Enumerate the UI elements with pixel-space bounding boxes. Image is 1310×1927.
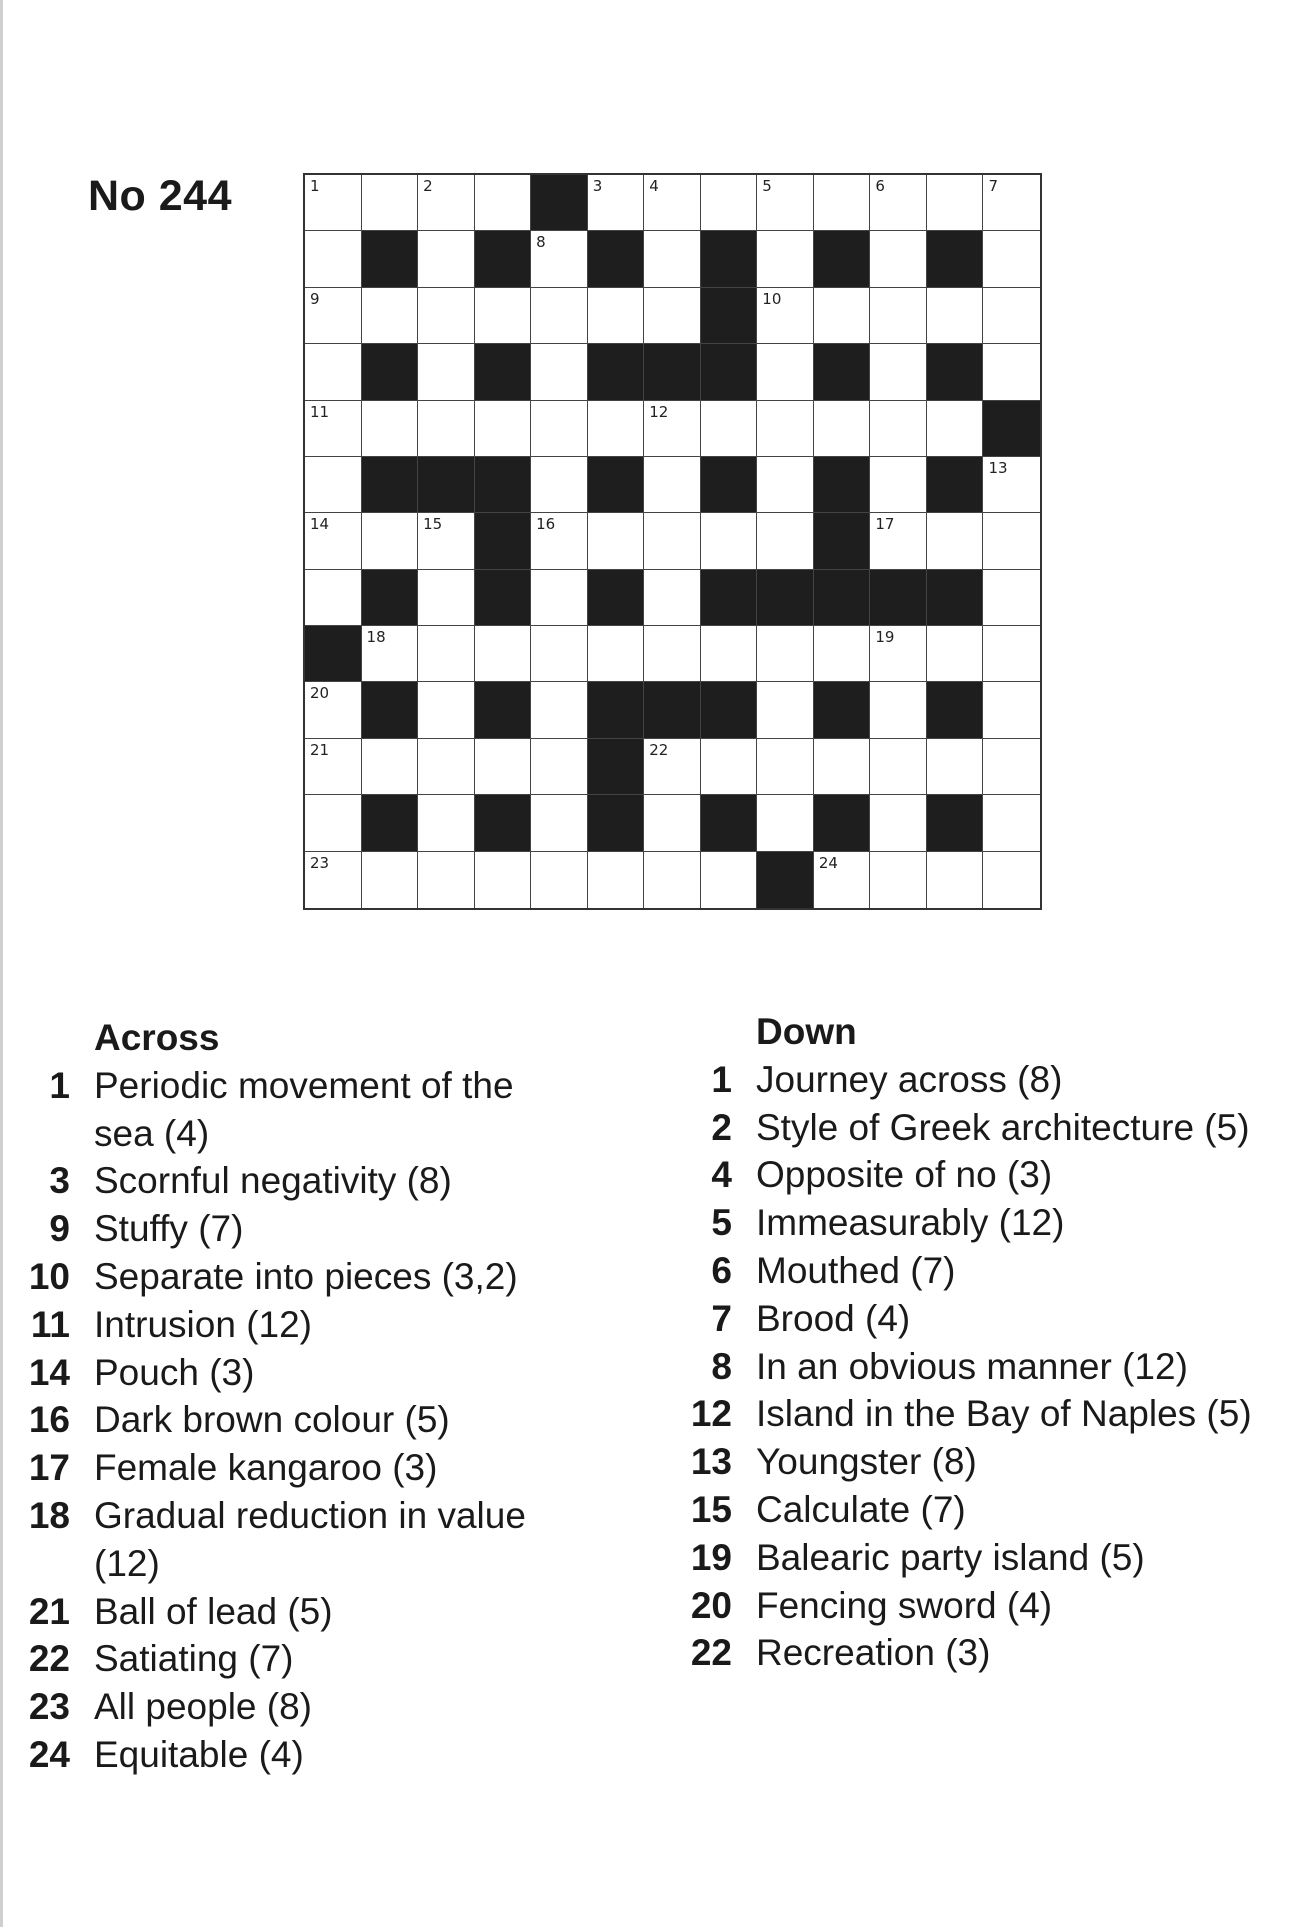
- grid-cell[interactable]: [588, 175, 645, 231]
- black-square: [701, 570, 758, 626]
- clue-number-label: 11: [310, 402, 330, 421]
- black-square: [418, 457, 475, 513]
- clue-number-label: 4: [649, 177, 659, 195]
- black-square: [362, 795, 419, 851]
- grid-cell[interactable]: [757, 175, 814, 231]
- black-square: [362, 457, 419, 513]
- clue-text: Pouch (3): [94, 1351, 255, 1393]
- grid-cell[interactable]: [418, 739, 475, 795]
- clue-text: Opposite of no (3): [756, 1154, 1053, 1196]
- grid-cell[interactable]: [927, 288, 984, 344]
- down-clue[interactable]: [680, 1343, 1310, 1391]
- grid-cell[interactable]: [870, 795, 927, 851]
- grid-cell[interactable]: [475, 739, 532, 795]
- grid-cell[interactable]: [757, 344, 814, 400]
- grid-cell[interactable]: [418, 570, 475, 626]
- across-clue[interactable]: [18, 1444, 598, 1492]
- clue-number: 17: [28, 1447, 70, 1489]
- black-square: [701, 288, 758, 344]
- clue-number: 6: [711, 1249, 732, 1291]
- grid-cell[interactable]: [362, 739, 419, 795]
- grid-cell[interactable]: [644, 288, 701, 344]
- grid-cell[interactable]: [927, 852, 984, 908]
- grid-cell[interactable]: [983, 344, 1040, 400]
- clue-number: 15: [690, 1488, 732, 1530]
- black-square: [814, 513, 871, 569]
- grid-cell[interactable]: [418, 175, 475, 231]
- clue-text: Recreation (3): [756, 1632, 991, 1674]
- clue-text: Style of Greek architecture (5): [756, 1106, 1250, 1148]
- grid-cell[interactable]: [644, 401, 701, 457]
- clue-text: Calculate (7): [756, 1488, 966, 1530]
- clue-text: In an obvious manner (12): [756, 1345, 1188, 1387]
- clue-number-label: 18: [366, 628, 386, 647]
- grid-cell[interactable]: [644, 852, 701, 908]
- grid-cell[interactable]: [870, 401, 927, 457]
- grid-cell[interactable]: [362, 626, 419, 682]
- down-clue[interactable]: [680, 1104, 1310, 1152]
- grid-cell[interactable]: [644, 739, 701, 795]
- grid-cell[interactable]: [870, 513, 927, 569]
- clue-number: 8: [711, 1345, 732, 1387]
- clue-text: Satiating (7): [94, 1638, 294, 1680]
- grid-cell[interactable]: [814, 401, 871, 457]
- black-square: [475, 344, 532, 400]
- black-square: [362, 231, 419, 287]
- clue-number-label: 1: [310, 177, 320, 195]
- clue-number: 16: [28, 1399, 70, 1441]
- down-clue[interactable]: [680, 1486, 1310, 1534]
- clue-text: Scornful negativity (8): [94, 1160, 452, 1202]
- clue-number: 5: [711, 1202, 732, 1244]
- clue-number: 9: [49, 1208, 70, 1250]
- clue-number-label: 10: [762, 289, 782, 308]
- grid-cell[interactable]: [531, 682, 588, 738]
- grid-cell[interactable]: [531, 457, 588, 513]
- clue-number-label: 15: [423, 515, 443, 534]
- grid-cell[interactable]: [588, 288, 645, 344]
- clue-number-label: 21: [310, 740, 330, 759]
- grid-cell[interactable]: [305, 852, 362, 908]
- clue-number: 12: [690, 1393, 732, 1435]
- grid-cell[interactable]: [983, 626, 1040, 682]
- clue-number: 23: [28, 1686, 70, 1728]
- grid-cell[interactable]: [814, 175, 871, 231]
- black-square: [701, 682, 758, 738]
- clue-number: 19: [690, 1536, 732, 1578]
- black-square: [475, 513, 532, 569]
- page-edge: [0, 0, 3, 1927]
- down-clue[interactable]: [680, 1056, 1310, 1104]
- puzzle-title: No 244: [88, 172, 233, 220]
- grid-cell[interactable]: [644, 570, 701, 626]
- grid-cell[interactable]: [927, 401, 984, 457]
- grid-cell[interactable]: [418, 344, 475, 400]
- grid-cell[interactable]: [757, 795, 814, 851]
- down-clue[interactable]: [680, 1390, 1310, 1438]
- grid-cell[interactable]: [475, 175, 532, 231]
- across-clue[interactable]: [18, 1349, 598, 1397]
- across-clue[interactable]: [18, 1157, 598, 1205]
- grid-cell[interactable]: [305, 401, 362, 457]
- clue-number-label: 22: [649, 740, 669, 759]
- clue-number: 2: [711, 1106, 732, 1148]
- grid-cell[interactable]: [870, 231, 927, 287]
- across-clue[interactable]: [18, 1396, 598, 1444]
- grid-cell[interactable]: [418, 852, 475, 908]
- black-square: [927, 231, 984, 287]
- clue-number-label: 13: [988, 458, 1008, 477]
- grid-cell[interactable]: [305, 288, 362, 344]
- grid-cell[interactable]: [983, 513, 1040, 569]
- grid-cell[interactable]: [701, 401, 758, 457]
- grid-cell[interactable]: [418, 231, 475, 287]
- across-clue[interactable]: [18, 1062, 598, 1158]
- clue-number: 21: [28, 1590, 70, 1632]
- black-square: [814, 570, 871, 626]
- grid-cell[interactable]: [927, 513, 984, 569]
- clue-number-label: 8: [536, 233, 546, 252]
- grid-cell[interactable]: [701, 739, 758, 795]
- grid-cell[interactable]: [870, 288, 927, 344]
- across-clue[interactable]: [18, 1301, 598, 1349]
- black-square: [588, 231, 645, 287]
- grid-cell[interactable]: [531, 795, 588, 851]
- grid-cell[interactable]: [531, 626, 588, 682]
- grid-cell[interactable]: [531, 288, 588, 344]
- across-clue[interactable]: [18, 1253, 598, 1301]
- black-square: [757, 852, 814, 908]
- clue-text: Female kangaroo (3): [94, 1447, 438, 1489]
- down-clue[interactable]: [680, 1247, 1310, 1295]
- black-square: [701, 344, 758, 400]
- grid-cell[interactable]: [870, 682, 927, 738]
- clue-text: Fencing sword (4): [756, 1584, 1053, 1626]
- down-clue[interactable]: [680, 1629, 1310, 1677]
- grid-cell[interactable]: [644, 795, 701, 851]
- down-clue[interactable]: [680, 1534, 1310, 1582]
- across-clue[interactable]: [18, 1492, 598, 1588]
- clue-text: Stuffy (7): [94, 1208, 244, 1250]
- grid-cell[interactable]: [644, 457, 701, 513]
- black-square: [814, 344, 871, 400]
- down-clue[interactable]: [680, 1295, 1310, 1343]
- grid-cell[interactable]: [475, 401, 532, 457]
- clue-number: 18: [28, 1494, 70, 1536]
- across-clue[interactable]: [18, 1731, 598, 1779]
- clue-text: Dark brown colour (5): [94, 1399, 450, 1441]
- clue-text: Equitable (4): [94, 1733, 304, 1775]
- clue-text: Gradual reduction in value (12): [94, 1494, 526, 1584]
- grid-cell[interactable]: [870, 626, 927, 682]
- clue-number: 22: [28, 1638, 70, 1680]
- black-square: [588, 344, 645, 400]
- grid-cell[interactable]: [983, 570, 1040, 626]
- black-square: [701, 231, 758, 287]
- clue-text: Ball of lead (5): [94, 1590, 333, 1632]
- across-clue[interactable]: [18, 1635, 598, 1683]
- grid-cell[interactable]: [305, 513, 362, 569]
- down-clue-list: [680, 1008, 1310, 1677]
- black-square: [475, 682, 532, 738]
- grid-cell[interactable]: [983, 231, 1040, 287]
- clue-number: 24: [28, 1733, 70, 1775]
- clue-text: Journey across (8): [756, 1058, 1063, 1100]
- grid-cell[interactable]: [531, 401, 588, 457]
- black-square: [362, 682, 419, 738]
- grid-cell[interactable]: [644, 626, 701, 682]
- black-square: [701, 457, 758, 513]
- grid-cell[interactable]: [362, 852, 419, 908]
- grid-cell[interactable]: [362, 288, 419, 344]
- grid-cell[interactable]: [305, 682, 362, 738]
- down-heading: Down: [756, 1011, 857, 1052]
- down-clue[interactable]: [680, 1151, 1310, 1199]
- grid-cell[interactable]: [305, 231, 362, 287]
- grid-cell[interactable]: [418, 795, 475, 851]
- clue-number: 11: [30, 1303, 70, 1345]
- grid-cell[interactable]: [983, 795, 1040, 851]
- black-square: [531, 175, 588, 231]
- grid-cell[interactable]: [814, 288, 871, 344]
- clue-number-label: 6: [875, 177, 885, 195]
- clue-text: Intrusion (12): [94, 1303, 312, 1345]
- grid-cell[interactable]: [418, 682, 475, 738]
- clue-number: 13: [690, 1441, 732, 1483]
- grid-cell[interactable]: [757, 457, 814, 513]
- clue-number-label: 3: [592, 177, 603, 195]
- down-clue[interactable]: [680, 1199, 1310, 1247]
- grid-cell[interactable]: [983, 288, 1040, 344]
- clue-number: 10: [28, 1255, 70, 1297]
- clue-text: Island in the Bay of Naples (5): [756, 1393, 1252, 1435]
- black-square: [927, 570, 984, 626]
- black-square: [927, 795, 984, 851]
- grid-cell[interactable]: [757, 682, 814, 738]
- clue-number-label: 12: [649, 402, 669, 421]
- black-square: [814, 457, 871, 513]
- grid-cell[interactable]: [305, 795, 362, 851]
- clue-number: 3: [49, 1160, 70, 1202]
- grid-cell[interactable]: [305, 739, 362, 795]
- black-square: [644, 344, 701, 400]
- down-clue[interactable]: [680, 1582, 1310, 1630]
- clue-number-label: 23: [310, 853, 330, 872]
- black-square: [983, 401, 1040, 457]
- clue-number: 1: [711, 1058, 732, 1100]
- grid-cell[interactable]: [927, 739, 984, 795]
- grid-cell[interactable]: [757, 739, 814, 795]
- grid-cell[interactable]: [531, 570, 588, 626]
- grid-cell[interactable]: [588, 513, 645, 569]
- grid-cell[interactable]: [531, 852, 588, 908]
- grid-cell[interactable]: [983, 682, 1040, 738]
- grid-cell[interactable]: [701, 175, 758, 231]
- clue-number: 4: [711, 1154, 732, 1196]
- grid-cell[interactable]: [757, 288, 814, 344]
- grid-cell[interactable]: [644, 231, 701, 287]
- clue-text: Periodic movement of the sea (4): [94, 1064, 514, 1154]
- grid-cell[interactable]: [814, 626, 871, 682]
- grid-cell[interactable]: [588, 852, 645, 908]
- across-clue-list: [18, 1014, 598, 1779]
- black-square: [475, 570, 532, 626]
- grid-cell[interactable]: [531, 344, 588, 400]
- grid-cell[interactable]: [531, 231, 588, 287]
- black-square: [475, 795, 532, 851]
- clue-number-label: 5: [762, 177, 772, 195]
- black-square: [814, 682, 871, 738]
- clue-text: Separate into pieces (3,2): [94, 1255, 518, 1297]
- across-clue[interactable]: [18, 1588, 598, 1636]
- clue-number: 7: [711, 1297, 732, 1339]
- grid-cell[interactable]: [701, 626, 758, 682]
- grid-cell[interactable]: [927, 626, 984, 682]
- black-square: [588, 682, 645, 738]
- black-square: [588, 739, 645, 795]
- grid-cell[interactable]: [418, 288, 475, 344]
- clue-number-label: 9: [310, 289, 320, 308]
- across-heading: Across: [94, 1017, 220, 1058]
- grid-cell[interactable]: [757, 513, 814, 569]
- grid-cell[interactable]: [305, 344, 362, 400]
- clue-number-label: 7: [988, 177, 998, 195]
- black-square: [475, 231, 532, 287]
- clue-text: Youngster (8): [756, 1441, 977, 1483]
- grid-cell[interactable]: [757, 626, 814, 682]
- clue-number-label: 2: [423, 177, 433, 195]
- grid-cell[interactable]: [701, 513, 758, 569]
- clue-number: 14: [28, 1351, 70, 1393]
- clue-number: 1: [49, 1064, 70, 1106]
- grid-cell[interactable]: [870, 344, 927, 400]
- grid-cell[interactable]: [983, 739, 1040, 795]
- black-square: [927, 457, 984, 513]
- clue-number-label: 17: [875, 515, 895, 534]
- clue-text: Mouthed (7): [756, 1249, 956, 1291]
- down-clue[interactable]: [680, 1438, 1310, 1486]
- grid-cell[interactable]: [870, 457, 927, 513]
- black-square: [870, 570, 927, 626]
- grid-cell[interactable]: [475, 852, 532, 908]
- black-square: [305, 626, 362, 682]
- grid-cell[interactable]: [362, 401, 419, 457]
- clue-number-label: 14: [310, 515, 330, 534]
- clue-number: 20: [690, 1584, 732, 1626]
- clue-number-label: 20: [310, 684, 330, 703]
- grid-cell[interactable]: [870, 175, 927, 231]
- clue-number-label: 24: [818, 853, 838, 872]
- grid-cell[interactable]: [305, 175, 362, 231]
- grid-cell[interactable]: [418, 513, 475, 569]
- black-square: [362, 344, 419, 400]
- black-square: [701, 795, 758, 851]
- black-square: [814, 231, 871, 287]
- grid-cell[interactable]: [588, 626, 645, 682]
- grid-cell[interactable]: [927, 175, 984, 231]
- black-square: [362, 570, 419, 626]
- black-square: [475, 457, 532, 513]
- clue-number: 22: [690, 1632, 732, 1674]
- grid-cell[interactable]: [814, 739, 871, 795]
- grid-cell[interactable]: [418, 626, 475, 682]
- grid-cell[interactable]: [305, 570, 362, 626]
- grid-cell[interactable]: [870, 739, 927, 795]
- grid-cell[interactable]: [305, 457, 362, 513]
- grid-cell[interactable]: [531, 513, 588, 569]
- clue-text: All people (8): [94, 1686, 313, 1728]
- clue-number-label: 16: [536, 515, 556, 534]
- black-square: [757, 570, 814, 626]
- grid-cell[interactable]: [757, 401, 814, 457]
- grid-cell[interactable]: [983, 175, 1040, 231]
- grid-cell[interactable]: [757, 231, 814, 287]
- grid-cell[interactable]: [475, 288, 532, 344]
- grid-cell[interactable]: [644, 175, 701, 231]
- black-square: [644, 682, 701, 738]
- clue-text: Balearic party island (5): [756, 1536, 1145, 1578]
- clue-number-label: 19: [875, 628, 895, 647]
- clue-text: Brood (4): [756, 1297, 911, 1339]
- grid-cell[interactable]: [983, 457, 1040, 513]
- grid-cell[interactable]: [870, 852, 927, 908]
- grid-cell[interactable]: [701, 852, 758, 908]
- black-square: [588, 570, 645, 626]
- black-square: [927, 682, 984, 738]
- black-square: [927, 344, 984, 400]
- black-square: [588, 795, 645, 851]
- grid-cell[interactable]: [588, 401, 645, 457]
- grid-cell[interactable]: [644, 513, 701, 569]
- grid-cell[interactable]: [475, 626, 532, 682]
- grid-cell[interactable]: [362, 513, 419, 569]
- grid-cell[interactable]: [531, 739, 588, 795]
- grid-cell[interactable]: [983, 852, 1040, 908]
- grid-cell[interactable]: [814, 852, 871, 908]
- across-clue[interactable]: [18, 1205, 598, 1253]
- black-square: [814, 795, 871, 851]
- crossword-grid: [303, 173, 1042, 910]
- grid-cell[interactable]: [418, 401, 475, 457]
- across-clue[interactable]: [18, 1683, 598, 1731]
- grid-cell[interactable]: [362, 175, 419, 231]
- clue-text: Immeasurably (12): [756, 1202, 1065, 1244]
- black-square: [588, 457, 645, 513]
